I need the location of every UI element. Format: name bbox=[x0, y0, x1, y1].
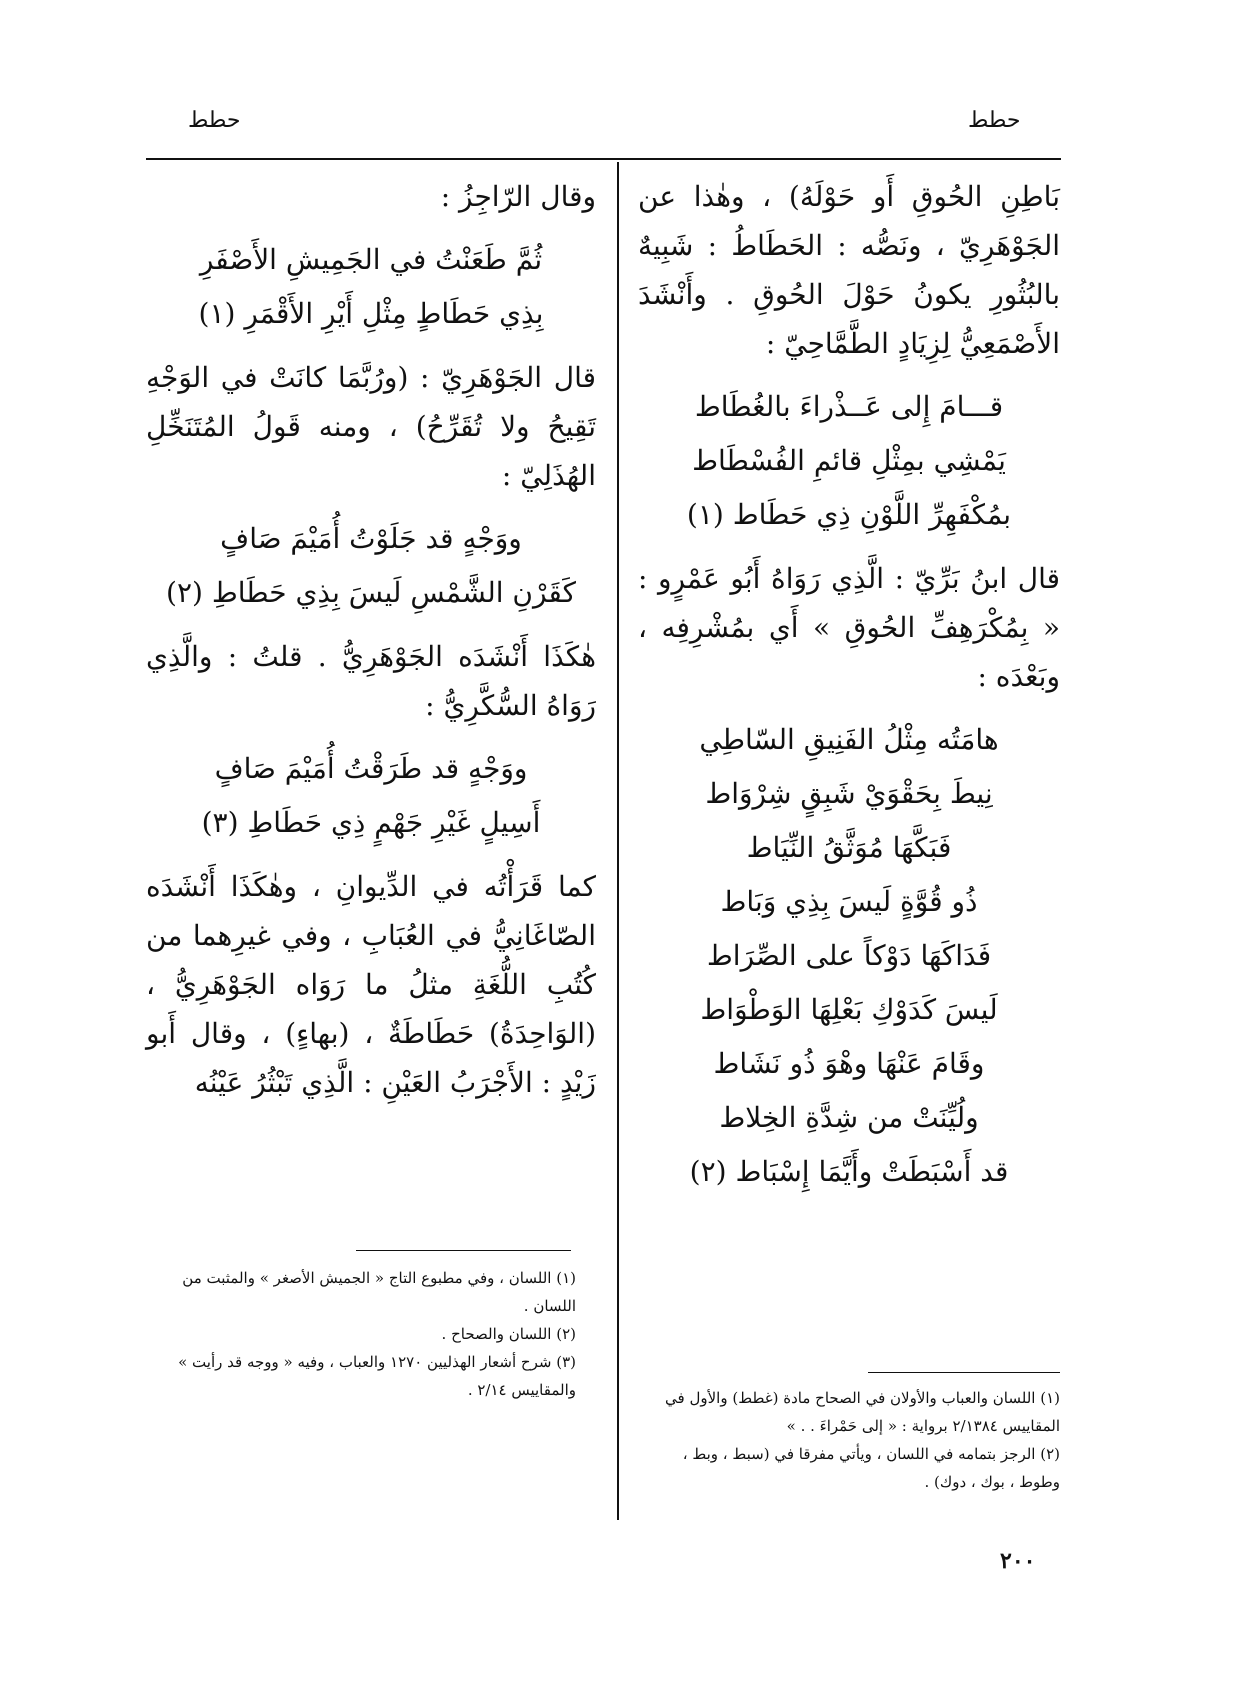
verse-line: ووَجْهٍ قد جَلَوْتُ أُمَيْمَ صَافٍ bbox=[220, 522, 522, 555]
verse-line: ووَجْهٍ قد طَرَقْتُ أُمَيْمَ صَافٍ bbox=[214, 752, 528, 785]
verse-line: بِذِي حَطَاطٍ مِثْلِ أَيْرِ الأَقْمَرِ (١) bbox=[198, 297, 544, 330]
verse-block bbox=[658, 713, 1040, 1199]
paragraph: هٰكَذَا أَنْشَدَه الجَوْهَرِيُّ . قلتُ : والَّذِي رَوَاهُ السُّكَّرِيُّ : bbox=[146, 640, 596, 722]
verse-line: ثُمَّ طَعَنْتُ في الجَمِيشِ الأَصْفَرِ bbox=[199, 243, 543, 276]
verse-line: فَبَكَّهَا مُوَثَّقُ النِّيَاط bbox=[746, 831, 952, 864]
footnote: (١) اللسان ، وفي مطبوع التاج « الجميش الأصغر » والمثبت من اللسان . bbox=[182, 1269, 576, 1315]
footnote-rule bbox=[356, 1250, 571, 1251]
paragraph: وقال الرّاجِزُ : bbox=[440, 180, 596, 213]
verse-line: ذُو قُوَّةٍ لَيسَ بِذِي وَبَاط bbox=[720, 885, 978, 918]
column-divider bbox=[617, 162, 619, 1520]
left-column bbox=[146, 172, 596, 1119]
verse-line: يَمْشِي بمِثْلِ قائمِ الفُسْطَاط bbox=[692, 444, 1006, 477]
running-header-left: حطط bbox=[188, 108, 241, 133]
verse-block bbox=[166, 512, 576, 620]
header-rule bbox=[146, 158, 1061, 160]
verse-line: بمُكْفَهِرِّ اللَّوْنِ ذِي حَطَاط (١) bbox=[686, 498, 1012, 531]
right-column bbox=[638, 172, 1060, 1211]
verse-line: ولُيِّنَتْ من شِدَّةِ الخِلاط bbox=[719, 1101, 979, 1134]
running-header-right: حطط bbox=[968, 108, 1021, 133]
footnotes-right bbox=[640, 1384, 1060, 1496]
verse-line: فَدَاكَهَا دَوْكاً على الصِّرَاط bbox=[706, 939, 992, 972]
verse-line: لَيسَ كَدَوْكِ بَعْلِهَا الوَطْوَاط bbox=[700, 993, 998, 1026]
verse-block bbox=[166, 742, 576, 850]
verse-line: قد أَسْبَطَتْ وأَيَّمَا إِسْبَاط (٢) bbox=[689, 1155, 1009, 1188]
verse-block bbox=[658, 380, 1040, 542]
paragraph: بَاطِنِ الحُوقِ أَو حَوْلَهُ) ، وهٰذا عن الجَوْهَرِيّ ، ونَصُّه : الحَطَاطُ : شَبِيهٌ بالبُثُورِ يكونُ حَوْلَ الحُوقِ . وأَنْشَدَ الأَصْمَعِيُّ لِزِيَادٍ الطَّمَّاحِيّ : bbox=[638, 180, 1060, 360]
footnotes-left bbox=[146, 1264, 576, 1404]
footnote: (١) اللسان والعباب والأولان في الصحاح مادة (غطط) والأول في المقاييس ٢/١٣٨٤ برواية : « إلى حَمْراءَ . . » bbox=[665, 1389, 1060, 1435]
paragraph: قال ابنُ بَرِّيّ : الَّذِي رَوَاهُ أَبُو عَمْرٍو : « بِمُكْرَهِفِّ الحُوقِ » أَي بمُشْرِفِه ، وبَعْدَه : bbox=[638, 562, 1060, 693]
verse-line: كَقَرْنِ الشَّمْسِ لَيسَ بِذِي حَطَاطِ (٢) bbox=[166, 576, 576, 609]
verse-line: نِيطَ بِحَقْوَيْ شَبِقٍ شِرْوَاط bbox=[705, 777, 993, 810]
footnote: (٢) اللسان والصحاح . bbox=[441, 1325, 576, 1343]
verse-line: وقَامَ عَنْهَا وهْوَ ذُو نَشَاط bbox=[713, 1047, 985, 1080]
paragraph: قال الجَوْهَرِيّ : (ورُبَّمَا كانَتْ في الوَجْهِ تَقِيحُ ولا تُقَرِّحُ) ، ومنه قَولُ المُتَنَخِّلِ الهُذَلِيّ : bbox=[146, 361, 596, 492]
verse-line: هامَتُه مِثْلُ الفَنِيقِ السّاطِي bbox=[699, 723, 999, 756]
page-number: ٢٠٠ bbox=[1000, 1548, 1036, 1574]
verse-block bbox=[166, 233, 576, 341]
verse-line: قـــامَ إِلى عَــذْراءَ بالغُطَاط bbox=[694, 390, 1004, 423]
footnote: (٢) الرجز بتمامه في اللسان ، ويأتي مفرقا في (سبط ، وبط ، وطوط ، بوك ، دوك) . bbox=[682, 1445, 1060, 1491]
footnote: (٣) شرح أشعار الهذليين ١٢٧٠ والعباب ، وفيه « ووجه قد رأيت » والمقاييس ٢/١٤ . bbox=[178, 1353, 576, 1399]
footnote-rule bbox=[868, 1372, 1060, 1373]
verse-line: أَسِيلٍ غَيْرِ جَهْمٍ ذِي حَطَاطِ (٣) bbox=[201, 806, 541, 839]
paragraph: كما قَرَأْتُه في الدِّيوانِ ، وهٰكَذَا أَنْشَدَه الصّاغَانِيُّ في العُبَابِ ، وفي غيرِهما من كُتُبِ اللُّغَةِ مثلُ ما رَوَاه الجَوْهَرِيُّ ، (الوَاحِدَةُ) حَطَاطَةٌ ، (بهاءٍ) ، وقال أَبو زَيْدٍ : الأَجْرَبُ العَيْنِ : الَّذِي تَبْثُرُ عَيْنُه bbox=[146, 870, 596, 1099]
